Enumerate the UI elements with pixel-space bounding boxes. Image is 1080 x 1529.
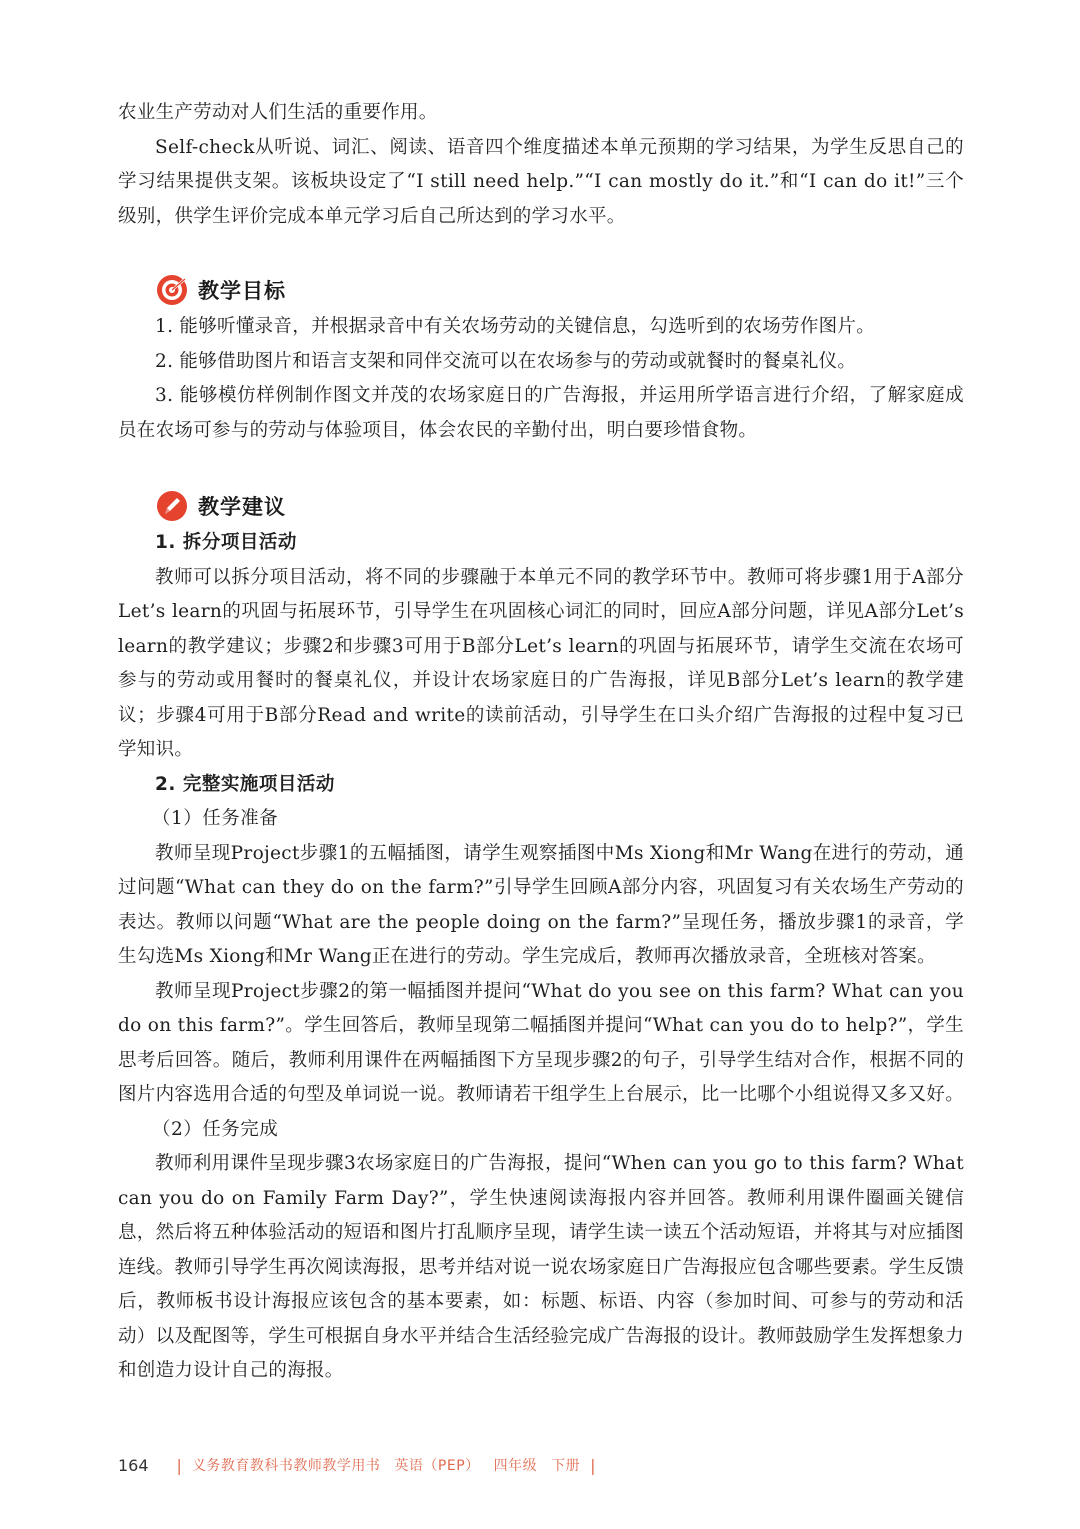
subsection-heading: 2. 完整实施项目活动 [155,773,335,795]
section-title: 教学目标 [198,279,286,303]
page-body [118,96,964,1389]
teaching-goals-heading [156,270,964,310]
goal-item: 3. 能够模仿样例制作图文并茂的农场家庭日的广告海报，并运用所学语言进行介绍，了解家庭成员在农场可参与的劳动与体验项目，体会农民的辛勤付出，明白要珍惜食物。 [118,385,964,441]
body-paragraph: 教师呈现Project步骤1的五幅插图，请学生观察插图中Ms Xiong和Mr Wang在进行的劳动，通过问题“What can they do on the farm?”引导学生回顾A部分内容，巩固复习有关农场生产劳动的表达。教师以问题“What are the people doing on the farm?”呈现任务，播放步骤1的录音，学生勾选Ms Xiong和Mr Wang正在进行的劳动。学生完成后，教师再次播放录音，全班核对答案。 [118,842,964,967]
goal-item: 2. 能够借助图片和语言支架和同伴交流可以在农场参与的劳动或就餐时的餐桌礼仪。 [155,350,857,372]
footer-separator: | [176,1455,182,1475]
section-title: 教学建议 [198,495,286,519]
goal-item: 1. 能够听懂录音，并根据录音中有关农场劳动的关键信息，勾选听到的农场劳作图片。 [155,316,876,337]
minor-heading: （1）任务准备 [152,808,279,829]
page-footer [118,1452,606,1478]
minor-heading: （2）任务完成 [152,1118,279,1140]
footer-subject: 英语（PEP） [394,1458,480,1474]
page-number: 164 [118,1455,149,1475]
subsection-heading: 1. 拆分项目活动 [155,532,297,553]
footer-grade: 四年级 [493,1458,538,1474]
footer-separator: | [590,1455,596,1475]
footer-volume: 下册 [551,1458,581,1474]
intro-line: 农业生产劳动对人们生活的重要作用。 [118,102,438,123]
body-paragraph: 教师可以拆分项目活动，将不同的步骤融于本单元不同的教学环节中。教师可将步骤1用于A部分Let’s learn的巩固与拓展环节，引导学生在巩固核心词汇的同时，回应A部分问题，详见A部分Let’s learn的教学建议；步骤2和步骤3可用于B部分Let’s learn的巩固与拓展环节，请学生交流在农场可参与的劳动或用餐时的餐桌礼仪，并设计农场家庭日的广告海报，详见B部分Let’s learn的教学建议；步骤4可用于B部分Read and write的读前活动，引导学生在口头介绍广告海报的过程中复习已学知识。 [118,566,964,760]
teaching-suggestions-heading [156,486,964,526]
selfcheck-paragraph: Self-check从听说、词汇、阅读、语音四个维度描述本单元预期的学习结果，为学生反思自己的学习结果提供支架。该板块设定了“I still need help.”“I can mostly do it.”和“I can do it!”三个级别，供学生评价完成本单元学习后自己所达到的学习水平。 [118,136,964,227]
body-paragraph: 教师呈现Project步骤2的第一幅插图并提问“What do you see on this farm? What can you do on this farm?”。学生回答后，教师呈现第二幅插图并提问“What can you do to help?”，学生思考后回答。随后，教师利用课件在两幅插图下方呈现步骤2的句子，引导学生结对合作，根据不同的图片内容选用合适的句型及单词说一说。教师请若干组学生上台展示，比一比哪个小组说得又多又好。 [118,980,965,1105]
pencil-icon [156,490,188,522]
footer-book-title: 义务教育教科书教师教学用书 [191,1458,381,1474]
target-icon [156,274,188,306]
body-paragraph: 教师利用课件呈现步骤3农场家庭日的广告海报，提问“When can you go to this farm? What can you do on Family Farm Day?”，学生快速阅读海报内容并回答。教师利用课件圈画关键信息，然后将五种体验活动的短语和图片打乱顺序呈现，请学生读一读五个活动短语，并将其与对应插图连线。教师引导学生再次阅读海报，思考并结对说一说农场家庭日广告海报应包含哪些要素。学生反馈后，教师板书设计海报应该包含的基本要素，如：标题、标语、内容（参加时间、可参与的劳动和活动）以及配图等，学生可根据自身水平并结合生活经验完成广告海报的设计。教师鼓励学生发挥想象力和创造力设计自己的海报。 [118,1153,965,1381]
